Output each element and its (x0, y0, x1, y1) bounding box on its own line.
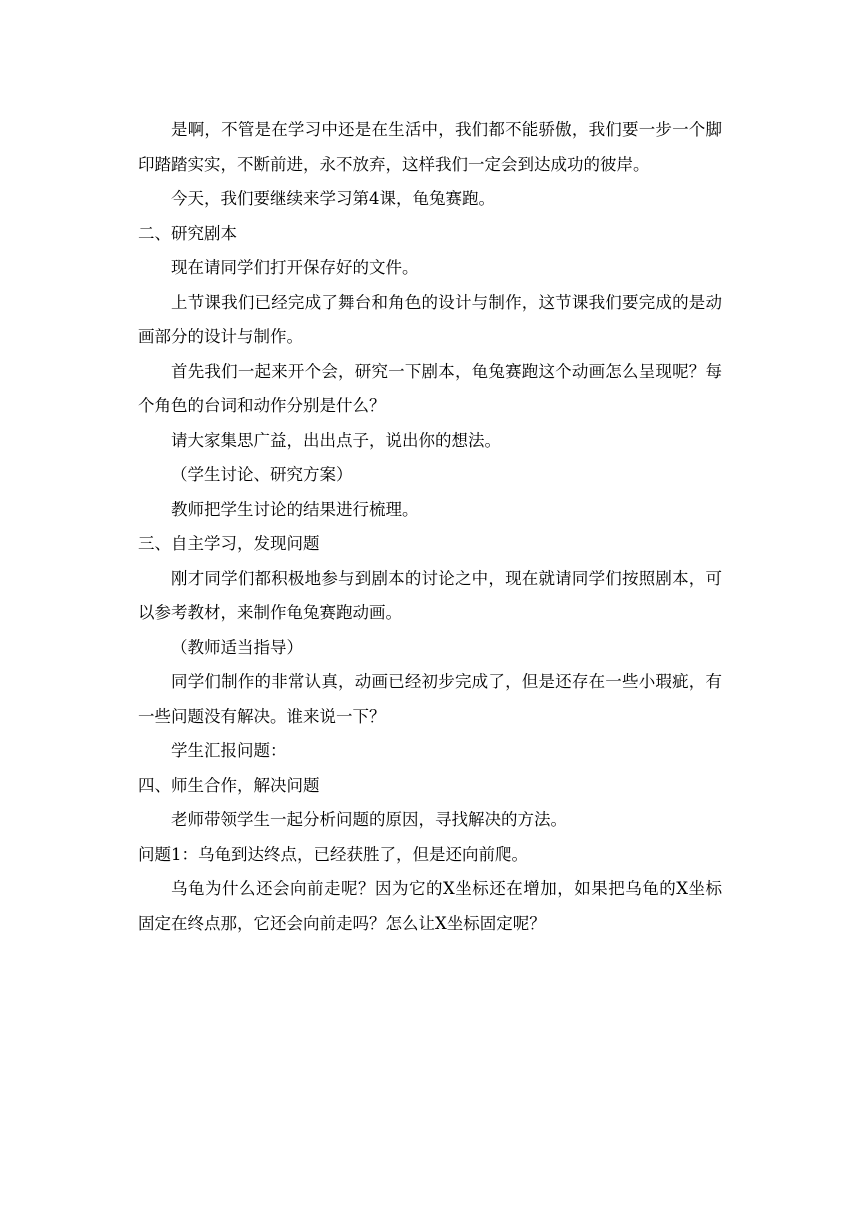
section-heading: 三、自主学习，发现问题 (138, 534, 320, 553)
problem-heading: 问题1：乌龟到达终点，已经获胜了，但是还向前爬。 (138, 844, 528, 864)
paragraph: 同学们制作的非常认真，动画已经初步完成了，但是还存在一些小瑕疵，有一些问题没有解决。谁来说一下？ (138, 672, 722, 726)
paragraph: 首先我们一起来开个会，研究一下剧本，龟兔赛跑这个动画怎么呈现呢？每个角色的台词和动作分别是什么？ (138, 361, 722, 415)
paragraph: （教师适当指导） (171, 637, 303, 657)
paragraph: （学生讨论、研究方案） (171, 465, 353, 484)
section-heading: 二、研究剧本 (138, 223, 237, 243)
paragraph: 教师把学生讨论的结果进行梳理。 (171, 499, 419, 519)
paragraph: 现在请同学们打开保存好的文件。 (171, 258, 419, 277)
paragraph: 乌龟为什么还会向前走呢？因为它的X坐标还在增加，如果把乌龟的X坐标固定在终点那，它还会向前走吗？怎么让X坐标固定呢？ (138, 879, 722, 933)
paragraph: 是啊，不管是在学习中还是在生活中，我们都不能骄傲，我们要一步一个脚印踏踏实实，不断前进，永不放弃，这样我们一定会到达成功的彼岸。 (138, 120, 722, 174)
paragraph: 上节课我们已经完成了舞台和角色的设计与制作，这节课我们要完成的是动画部分的设计与制作。 (138, 292, 722, 346)
paragraph: 今天，我们要继续来学习第4课，龟兔赛跑。 (171, 189, 495, 208)
paragraph: 学生汇报问题： (171, 741, 287, 760)
document-body (138, 113, 722, 941)
paragraph: 老师带领学生一起分析问题的原因，寻找解决的方法。 (171, 810, 567, 829)
section-heading: 四、师生合作，解决问题 (138, 775, 320, 795)
paragraph: 刚才同学们都积极地参与到剧本的讨论之中，现在就请同学们按照剧本，可以参考教材，来制作龟兔赛跑动画。 (138, 568, 722, 622)
paragraph: 请大家集思广益，出出点子，说出你的想法。 (171, 430, 501, 450)
